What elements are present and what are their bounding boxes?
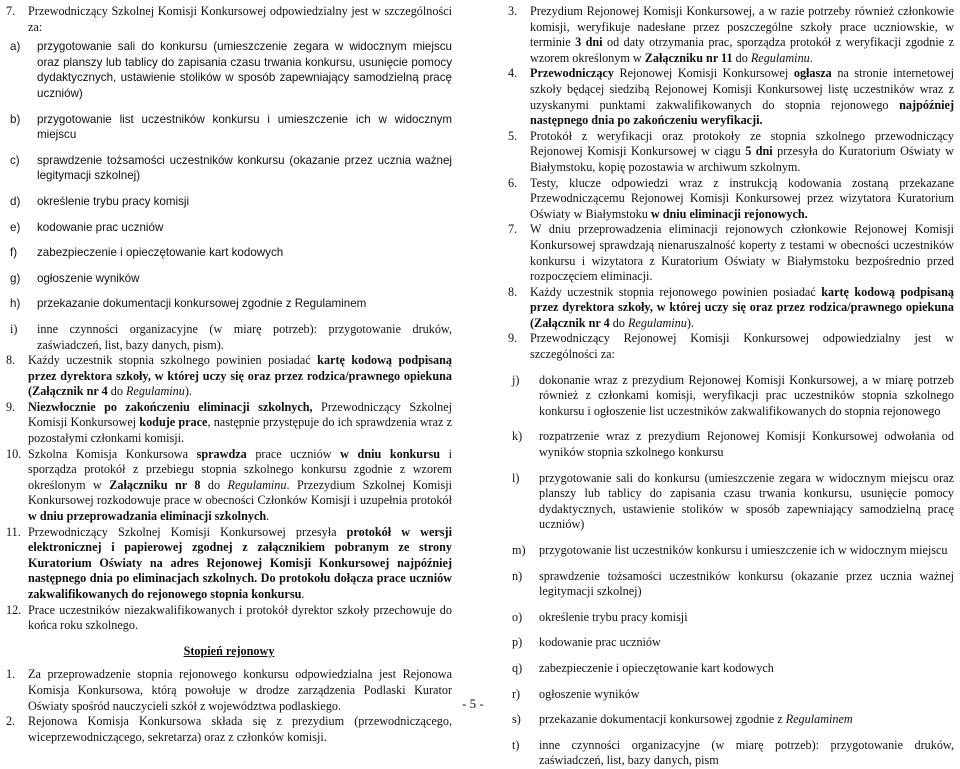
list-item: t) inne czynności organizacyjne (w miarę potrzeb): przygotowanie druków, zaświadczeń, list, bazy danych, pism <box>512 737 954 768</box>
list-item: e) kodowanie prac uczniów <box>10 220 164 234</box>
list-item: l) przygotowanie sali do konkursu (umieszczenie zegara w widocznym miejscu oraz planszy lub tablicy do zapisania czasu trwania konkursu, usunięcie pomocy dydaktycznych, ustawienie stolików w sposób zapewniający samodzielną pracę uczniów) <box>512 470 954 532</box>
rejonowy-paragraph-8: 8. Każdy uczestnik stopnia rejonowego powinien posiadać kartę kodową podpisaną przez dyrektora szkoły, w której uczy się oraz przez rodzica/prawnego opiekuna (Załącznik nr 4 do Regulaminu). <box>508 284 954 330</box>
list-item: c) sprawdzenie tożsamości uczestników konkursu (okazanie przez ucznia ważnej legitymacji szkolnej) <box>10 153 452 183</box>
list-item: p) kodowanie prac uczniów <box>512 635 661 650</box>
section-heading: Stopień rejonowy <box>183 643 275 658</box>
list-item: i) inne czynności organizacyjne (w miarę potrzeb): przygotowanie druków, zaświadczeń, list, bazy danych, pism). <box>10 321 452 352</box>
list-item: h) przekazanie dokumentacji konkursowej zgodnie z Regulaminem <box>10 297 367 311</box>
left-column <box>6 4 452 745</box>
right-column <box>508 4 954 769</box>
list-item: d) określenie trybu pracy komisji <box>10 194 190 208</box>
list-item: n) sprawdzenie tożsamości uczestników konkursu (okazanie przez ucznia ważnej legitymacji szkolnej) <box>512 568 954 599</box>
list-item: m) przygotowanie list uczestników konkursu i umieszczenie ich w widocznym miejscu <box>512 543 948 557</box>
rejonowy-duties-list <box>508 373 954 769</box>
rejonowy-paragraph-5: 5. Protokół z weryfikacji oraz protokoły ze stopnia szkolnego przewodniczący Rejonowej Komisji Konkursowej w ciągu 5 dni przesyła do Kuratorium Oświaty w Białymstoku, kopię pozostawia w archiwum szkolnym. <box>508 128 954 174</box>
rejonowy-paragraph-4: 4. Przewodniczący Rejonowej Komisji Konkursowej ogłasza na stronie internetowej szkoły będącej siedzibą Rejonowej Komisji Konkursowej listę uczestników wraz z uzyskanymi punktami zakwalifikowanych do stopnia rejonowego najpóźniej następnego dnia po zakończeniu weryfikacji. <box>508 66 954 128</box>
list-item: b) przygotowanie list uczestników konkursu i umieszczenie ich w widocznym miejscu <box>10 112 452 142</box>
paragraph-10: 10. Szkolna Komisja Konkursowa sprawdza prace uczniów w dniu konkursu i sporządza protokół z przebiegu stopnia szkolnego konkursu zgodnie z wzorem określonym w Załączniku nr 8 do Regulaminu. Przezydium Szkolnej Komisji Konkursowej rozkodowuje prace w obecności Członków Komisji i uzupełnia protokół w dniu przeprowadzania eliminacji szkolnych. <box>6 446 452 524</box>
paragraph-number: 7. <box>6 4 16 18</box>
rejonowy-paragraph-1: 1. Za przeprowadzenie stopnia rejonowego konkursu odpowiedzialna jest Rejonowa Komisja Konkursowa, którą powołuje w drodze zarządzenia Podlaski Kurator Oświaty spośród nauczycieli szkół z województwa podlaskiego. <box>6 667 452 713</box>
list-item: k) rozpatrzenie wraz z prezydium Rejonowej Komisji Konkursowej odwołania od wyników stopnia szkolnego konkursu <box>512 429 954 460</box>
list-item: a) przygotowanie sali do konkursu (umieszczenie zegara w widocznym miejscu oraz planszy lub tablicy do zapisania czasu trwania konkursu, usunięcie pomocy dydaktycznych, ustawienie stolików w sposób zapewniający samodzielną pracę uczniów) <box>10 40 452 100</box>
rejonowy-paragraph-2: 2. Rejonowa Komisja Konkursowa składa się z prezydium (przewodniczącego, wiceprzewodniczącego, sekretarza) oraz z członków komisji. <box>6 714 452 744</box>
list-item: r) ogłoszenie wyników <box>512 686 640 701</box>
paragraph-9: 9. Niezwłocznie po zakończeniu eliminacji szkolnych, Przewodniczący Szkolnej Komisji Konkursowej koduje prace, następnie przystępuje do ich sprawdzenia wraz z pozostałymi członkami komisji. <box>6 399 452 446</box>
rejonowy-paragraph-9: 9. Przewodniczący Rejonowej Komisji Konkursowej odpowiedzialny jest w szczególności za: <box>508 331 954 362</box>
paragraph-7 <box>6 4 452 35</box>
list-item: q) zabezpieczenie i opieczętowanie kart kodowych <box>512 660 774 675</box>
paragraph-12: 12. Prace uczestników niezakwalifikowanych i protokół dyrektor szkoły przechowuje do końca roku szkolnego. <box>6 602 452 633</box>
list-item: o) określenie trybu pracy komisji <box>512 609 688 624</box>
paragraph-8: 8. Każdy uczestnik stopnia szkolnego powinien posiadać kartę kodową podpisaną przez dyrektora szkoły, w której uczy się oraz przez rodzica/prawnego opiekuna (Załącznik nr 4 do Regulaminu). <box>6 353 452 399</box>
rejonowy-paragraph-3: 3. Prezydium Rejonowej Komisji Konkursowej, a w razie potrzeby również członkowie komisji, weryfikuje nadesłane przez poszczególne szkoły prace uczniowskie, w terminie 3 dni od daty otrzymania prac, sporządza protokół z weryfikacji zgodnie z wzorem określonym w Załączniku nr 11 do Regulaminu. <box>508 4 954 65</box>
paragraph-11: 11. Przewodniczący Szkolnej Komisji Konkursowej przesyła protokół w wersji elektronicznej i papierowej zgodnej z załącznikiem pobranym ze strony Kuratorium Oświaty na adres Rejonowej Komisji Konkursowej najpóźniej następnego dnia po eliminacjach szkolnych. Do protokołu dołącza prace uczniów zakwalifikowanych do rejonowego stopnia konkursu. <box>6 524 452 601</box>
rejonowy-paragraph-6: 6. Testy, klucze odpowiedzi wraz z instrukcją kodowania zostaną przekazane Przewodniczącemu Rejonowej Komisji Konkursowej przez wizytatora Kuratorium Oświaty w Białymstoku w dniu eliminacji rejonowych. <box>508 175 954 221</box>
list-item: f) zabezpieczenie i opieczętowanie kart kodowych <box>10 246 284 260</box>
duties-list <box>6 39 452 312</box>
list-item: s) przekazanie dokumentacji konkursowej zgodnie z Regulaminem <box>512 712 853 727</box>
rejonowy-paragraph-7: 7. W dniu przeprowadzenia eliminacji rejonowych członkowie Rejonowej Komisji Konkursowej sprawdzają nienaruszalność koperty z testami w obecności uczestników konkursu i wizytatora z Kuratorium Oświaty w Białymstoku bezpośrednio przed rozpoczęciem eliminacji. <box>508 222 954 284</box>
page-number: - 5 - <box>462 696 484 711</box>
list-item: g) ogłoszenie wyników <box>10 271 140 285</box>
paragraph-text: Przewodniczący Szkolnej Komisji Konkursowej odpowiedzialny jest w szczególności za: <box>28 4 452 34</box>
list-item: j) dokonanie wraz z prezydium Rejonowej Komisji Konkursowej, a w miarę potrzeb również z członkami komisji, weryfikacji prac uczestników stopnia szkolnego konkursu i ogłoszenie list uczestników zakwalifikowanych do stopnia rejonowego <box>512 372 954 418</box>
